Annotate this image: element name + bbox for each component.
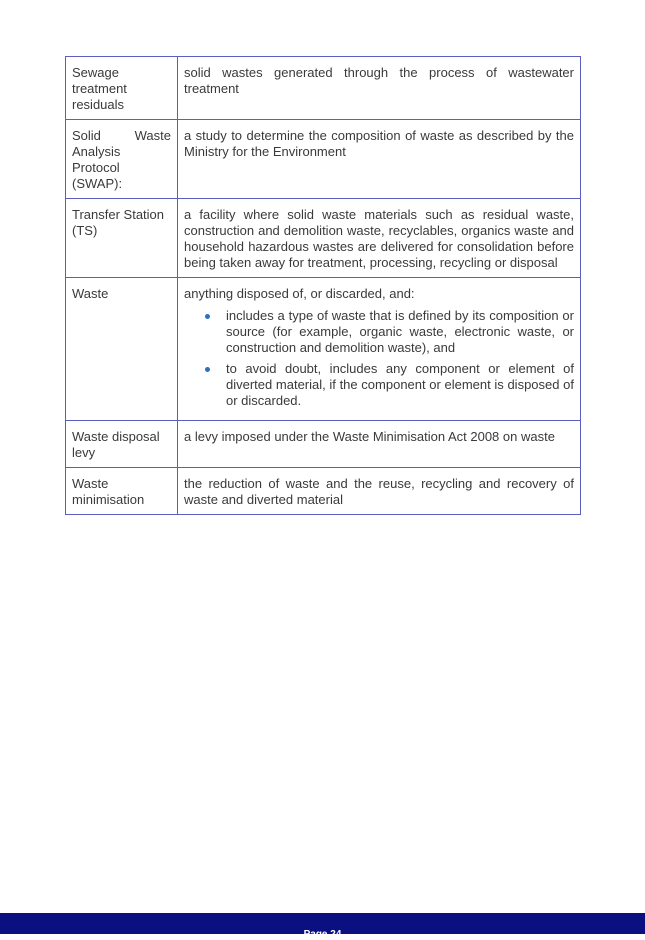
table-row bbox=[66, 278, 581, 421]
bullet-icon bbox=[205, 314, 210, 319]
bullet-text: to avoid doubt, includes any component or element of diverted material, if the component or element is disposed of or discarded. bbox=[226, 361, 574, 408]
definition-cell: a facility where solid waste materials such as residual waste, construction and demolition waste, recyclables, organics waste and household hazardous wastes are delivered for consolidation before being taken away for treatment, processing, recycling or disposal bbox=[178, 199, 581, 278]
term-cell: Waste bbox=[66, 278, 178, 421]
term-cell: Transfer Station (TS) bbox=[66, 199, 178, 278]
table-row bbox=[66, 57, 581, 120]
definition-bullet-list bbox=[184, 308, 574, 409]
definition-cell bbox=[178, 278, 581, 421]
page-number: Page 24 bbox=[303, 929, 342, 940]
definition-lead: anything disposed of, or discarded, and: bbox=[184, 286, 415, 301]
bullet-icon bbox=[205, 367, 210, 372]
table-row bbox=[66, 468, 581, 515]
term-cell: Waste disposal levy bbox=[66, 421, 178, 468]
table-row bbox=[66, 120, 581, 199]
definition-cell: a levy imposed under the Waste Minimisation Act 2008 on waste bbox=[178, 421, 581, 468]
list-item bbox=[184, 308, 574, 356]
term-cell: Sewage treatment residuals bbox=[66, 57, 178, 120]
definition-cell: a study to determine the composition of waste as described by the Ministry for the Environment bbox=[178, 120, 581, 199]
table-row bbox=[66, 199, 581, 278]
term-cell: Waste minimisation bbox=[66, 468, 178, 515]
table-row bbox=[66, 421, 581, 468]
definition-cell: solid wastes generated through the process of wastewater treatment bbox=[178, 57, 581, 120]
list-item bbox=[184, 361, 574, 409]
page-footer-bar bbox=[0, 913, 645, 940]
glossary-table bbox=[65, 56, 581, 515]
term-cell: Solid Waste Analysis Protocol (SWAP): bbox=[66, 120, 178, 199]
definition-cell: the reduction of waste and the reuse, recycling and recovery of waste and diverted material bbox=[178, 468, 581, 515]
bullet-text: includes a type of waste that is defined by its composition or source (for example, organic waste, electronic waste, or construction and demolition waste), and bbox=[226, 308, 574, 355]
